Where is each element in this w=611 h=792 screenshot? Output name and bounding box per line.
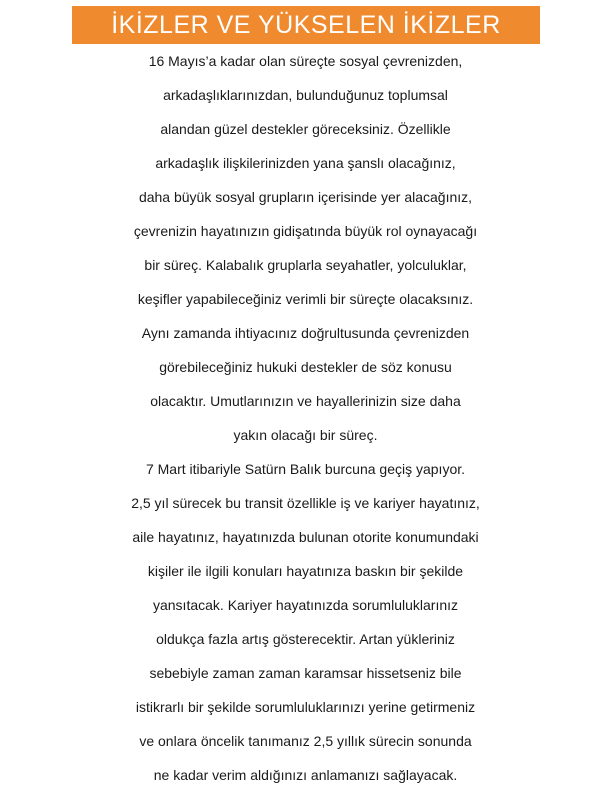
text-line: olacaktır. Umutlarınızın ve hayallerinizin size daha	[150, 393, 461, 409]
text-line: görebileceğiniz hukuki destekler de söz konusu	[159, 359, 452, 375]
text-line: ve onlara öncelik tanımanız 2,5 yıllık sürecin sonunda	[139, 733, 472, 749]
text-line: arkadaşlık ilişkilerinizden yana şanslı olacağınız,	[155, 155, 456, 171]
text-line: daha büyük sosyal grupların içerisinde yer alacağınız,	[138, 189, 473, 205]
text-line: 2,5 yıl sürecek bu transit özellikle iş ve kariyer hayatınız,	[131, 495, 480, 511]
text-line: çevrenizin hayatınızın gidişatında büyük rol oynayacağı	[133, 223, 478, 239]
title-banner	[72, 6, 540, 44]
text-line: aile hayatınız, hayatınızda bulunan otorite konumundaki	[132, 529, 479, 545]
text-line: keşifler yapabileceğiniz verimli bir süreçte olacaksınız.	[137, 291, 474, 307]
text-line: 7 Mart itibariyle Satürn Balık burcuna geçiş yapıyor.	[145, 461, 466, 477]
page-title: İKİZLER VE YÜKSELEN İKİZLER	[111, 10, 501, 39]
text-line: 16 Mayıs’a kadar olan süreçte sosyal çevrenizden,	[148, 53, 463, 69]
text-line: ne kadar verim aldığınızı anlamanızı sağlayacak.	[153, 767, 458, 783]
text-line: sebebiyle zaman zaman karamsar hissetseniz bile	[149, 665, 462, 681]
text-line: kişiler ile ilgili konuları hayatınıza baskın bir şekilde	[147, 563, 464, 579]
text-line: alandan güzel destekler göreceksiniz. Özellikle	[160, 121, 451, 137]
text-line: oldukça fazla artış gösterecektir. Artan yükleriniz	[156, 631, 455, 647]
text-line: yakın olacağı bir süreç.	[233, 427, 378, 443]
horoscope-text	[0, 44, 611, 792]
text-line: istikrarlı bir şekilde sorumluluklarınızı yerine getirmeniz	[135, 699, 476, 715]
text-line: bir süreç. Kalabalık gruplarla seyahatler, yolculuklar,	[144, 257, 467, 273]
text-line: yansıtacak. Kariyer hayatınızda sorumluluklarınız	[152, 597, 459, 613]
text-line: Aynı zamanda ihtiyacınız doğrultusunda çevrenizden	[141, 325, 470, 341]
text-line: arkadaşlıklarınızdan, bulunduğunuz toplumsal	[163, 87, 448, 103]
